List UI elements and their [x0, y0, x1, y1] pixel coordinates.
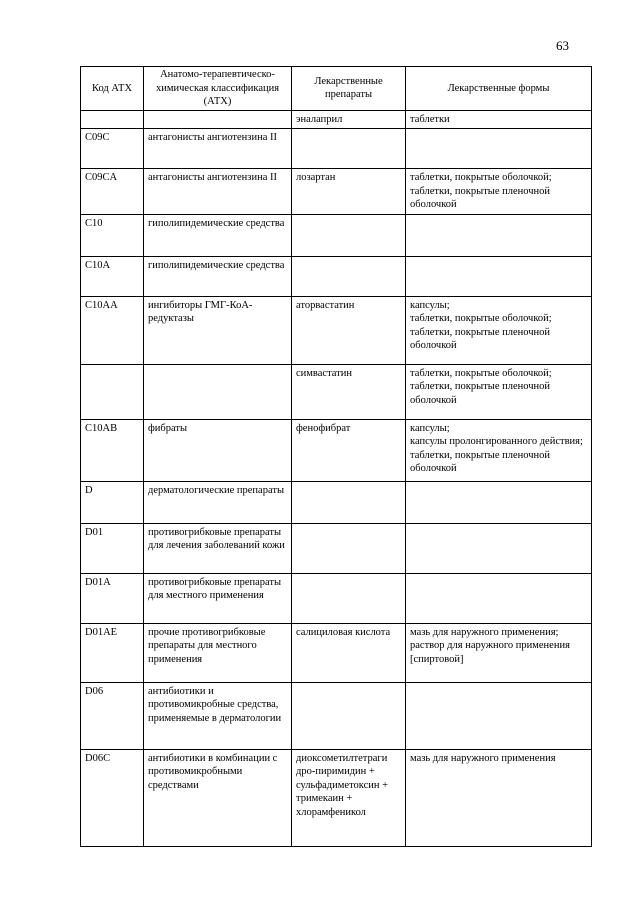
cell-classification-text: антибиотики в комбинации с противомикробными средствами — [148, 752, 278, 791]
cell-classification — [144, 256, 292, 296]
cell-code — [81, 129, 144, 169]
cell-classification-text: антагонисты ангиотензина II — [148, 172, 277, 183]
page-number: 63 — [556, 38, 569, 53]
cell-form — [406, 573, 592, 623]
cell-classification-text: ингибиторы ГМГ-КоА-редуктазы — [148, 299, 253, 324]
table-row — [81, 682, 592, 749]
cell-drug — [292, 256, 406, 296]
cell-form — [406, 623, 592, 682]
table-row — [81, 573, 592, 623]
cell-code — [81, 364, 144, 419]
table-row — [81, 481, 592, 523]
cell-code — [81, 481, 144, 523]
cell-classification — [144, 523, 292, 573]
cell-classification-text: антибиотики и противомикробные средства, применяемые в дерматологии — [148, 685, 282, 724]
cell-drug — [292, 623, 406, 682]
cell-drug — [292, 169, 406, 215]
cell-form — [406, 749, 592, 846]
cell-form — [406, 110, 592, 129]
table-row — [81, 169, 592, 215]
table-row — [81, 523, 592, 573]
cell-drug — [292, 523, 406, 573]
cell-classification — [144, 110, 292, 129]
cell-code-text: C10AB — [85, 422, 118, 434]
cell-classification-text: противогрибковые препараты для лечения заболеваний кожи — [148, 526, 285, 551]
cell-drug — [292, 364, 406, 419]
table-body — [81, 110, 592, 846]
cell-classification-text: прочие противогрибковые препараты для местного применения — [148, 626, 266, 665]
cell-drug-text: фенофибрат — [296, 422, 351, 434]
cell-form-text: капсулы; капсулы пролонгированного действия; таблетки, покрытые пленочной оболочкой — [410, 422, 583, 474]
cell-code-text: C10AA — [85, 299, 118, 311]
cell-form — [406, 296, 592, 364]
cell-drug — [292, 682, 406, 749]
cell-form — [406, 419, 592, 481]
cell-classification — [144, 481, 292, 523]
table-row — [81, 129, 592, 169]
cell-code — [81, 296, 144, 364]
cell-code-text: C09CA — [85, 172, 118, 183]
cell-form-text: таблетки, покрытые оболочкой; таблетки, покрытые пленочной оболочкой — [410, 367, 552, 406]
cell-drug — [292, 419, 406, 481]
cell-classification — [144, 169, 292, 215]
cell-classification — [144, 419, 292, 481]
table-row — [81, 214, 592, 256]
cell-form — [406, 169, 592, 215]
cell-code-text: D06C — [85, 752, 111, 764]
cell-code — [81, 110, 144, 129]
table-row — [81, 623, 592, 682]
cell-code-text: D01A — [85, 576, 111, 588]
cell-code — [81, 169, 144, 215]
cell-drug-text: лозартан — [296, 172, 336, 183]
table-row — [81, 749, 592, 846]
cell-code — [81, 256, 144, 296]
cell-code-text: D01 — [85, 526, 104, 538]
cell-classification — [144, 364, 292, 419]
cell-form — [406, 129, 592, 169]
header-code: Код АТХ — [81, 67, 144, 111]
cell-classification-text: гиполипидемические средства — [148, 259, 285, 271]
cell-drug — [292, 749, 406, 846]
cell-code — [81, 523, 144, 573]
cell-code — [81, 214, 144, 256]
cell-drug-text: диоксометилтетраги дро-пиримидин + сульфадиметоксин + тримекаин + хлорамфеникол — [296, 752, 389, 818]
cell-classification-text: антагонисты ангиотензина II — [148, 132, 277, 143]
cell-classification — [144, 129, 292, 169]
cell-classification — [144, 623, 292, 682]
cell-form-text: таблетки — [410, 113, 450, 125]
cell-form-text: мазь для наружного применения; раствор для наружного применения [спиртовой] — [410, 626, 570, 665]
cell-code — [81, 682, 144, 749]
cell-code-text: D06 — [85, 685, 104, 697]
cell-code-text: C10 — [85, 217, 103, 229]
cell-form — [406, 481, 592, 523]
cell-drug — [292, 129, 406, 169]
cell-drug — [292, 481, 406, 523]
table-row — [81, 419, 592, 481]
cell-code-text: C10A — [85, 259, 111, 271]
cell-form — [406, 214, 592, 256]
cell-code-text: D01AE — [85, 626, 118, 638]
table-row — [81, 296, 592, 364]
cell-classification-text: гиполипидемические средства — [148, 217, 285, 229]
table-row — [81, 110, 592, 129]
cell-classification — [144, 573, 292, 623]
cell-classification-text: фибраты — [148, 422, 188, 434]
cell-classification — [144, 214, 292, 256]
cell-classification — [144, 682, 292, 749]
cell-drug — [292, 214, 406, 256]
cell-code — [81, 419, 144, 481]
cell-drug — [292, 296, 406, 364]
cell-code — [81, 573, 144, 623]
cell-form — [406, 364, 592, 419]
cell-classification-text: противогрибковые препараты для местного применения — [148, 576, 282, 601]
cell-code-text: D — [85, 484, 93, 496]
table-row — [81, 364, 592, 419]
cell-drug-text: аторвастатин — [296, 299, 355, 311]
cell-drug — [292, 110, 406, 129]
cell-form — [406, 523, 592, 573]
table-row — [81, 256, 592, 296]
cell-drug-text: эналаприл — [296, 113, 343, 125]
cell-classification — [144, 749, 292, 846]
cell-drug-text: салициловая кислота — [296, 626, 391, 638]
cell-form — [406, 682, 592, 749]
header-forms: Лекарственные формы — [406, 67, 592, 111]
header-drugs: Лекарственные препараты — [292, 67, 406, 111]
cell-code — [81, 749, 144, 846]
table-header-row — [81, 67, 592, 111]
cell-drug-text: симвастатин — [296, 367, 352, 379]
cell-code-text: C09C — [85, 132, 110, 143]
cell-form-text: капсулы; таблетки, покрытые оболочкой; таблетки, покрытые пленочной оболочкой — [410, 299, 552, 351]
header-classification: Анатомо-терапевтическо-химическая классификация (АТХ) — [144, 67, 292, 111]
cell-drug — [292, 573, 406, 623]
cell-classification — [144, 296, 292, 364]
cell-form-text: таблетки, покрытые оболочкой; таблетки, покрытые пленочной оболочкой — [410, 172, 552, 210]
cell-form — [406, 256, 592, 296]
cell-code — [81, 623, 144, 682]
atx-table — [80, 66, 592, 847]
cell-classification-text: дерматологические препараты — [148, 484, 284, 496]
cell-form-text: мазь для наружного применения — [410, 752, 556, 764]
